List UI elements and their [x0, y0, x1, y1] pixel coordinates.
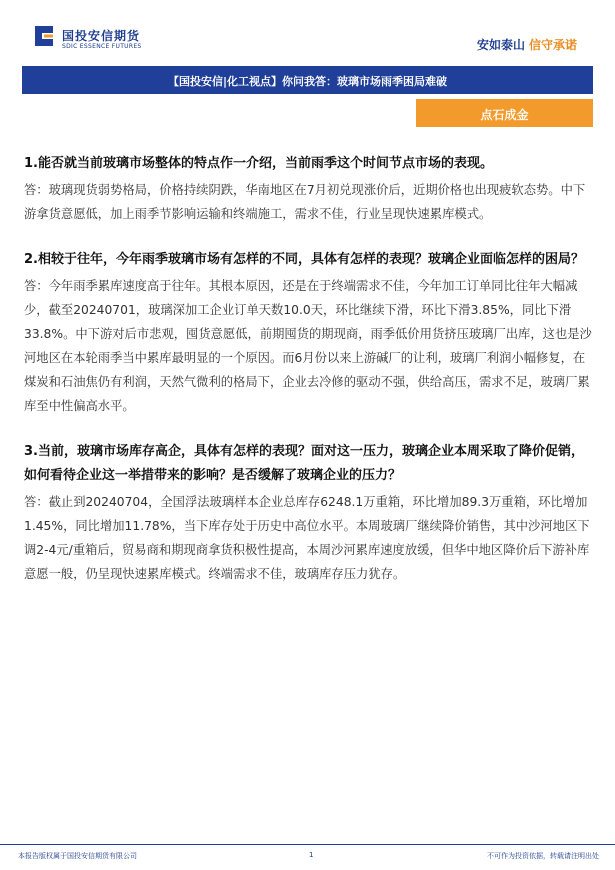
qa-section: [24, 248, 594, 418]
slogan-secondary: 信守承诺: [528, 38, 577, 52]
qa-content: [24, 152, 594, 608]
footer-divider: [0, 844, 615, 845]
footer-copyright: 本报告版权属于国投安信期货有限公司: [18, 852, 137, 860]
qa-section: [24, 440, 594, 586]
page-title: 【国投安信|化工视点】你问我答：玻璃市场雨季困局难破: [167, 75, 448, 88]
question: 1.能否就当前玻璃市场整体的特点作一介绍，当前雨季这个时间节点市场的表现。: [24, 156, 493, 171]
question: 2.相较于往年，今年雨季玻璃市场有怎样的不同，具体有怎样的表现？玻璃企业面临怎样的困局？: [24, 252, 584, 267]
answer: 答：玻璃现货弱势格局，价格持续阴跌，华南地区在7月初兑现涨价后，近期价格也出现疲软态势。中下游拿货意愿低，加上雨季节影响运输和终端施工，需求不佳，行业呈现快速累库模式。: [24, 183, 586, 221]
slogan-primary: 安如泰山: [476, 38, 525, 52]
answer: 答：今年雨季累库速度高于往年。其根本原因，还是在于终端需求不佳，今年加工订单同比往年大幅减少，截至20240701，玻璃深加工企业订单天数10.0天，环比继续下滑，环比下滑3.85%，同比下滑33.8%。中下游对后市悲观，囤货意愿低，前期囤货的期现商，雨季低价用货挤压玻璃厂出库，这也是沙河地区在本轮雨季当中累库最明显的一个原因。而6月份以来上游碱厂的让利，玻璃厂利润小幅修复，在煤炭和石油焦仍有利润，天然气微利的格局下，企业去冷修的驱动不强，供给高压，需求不足，玻璃厂累库至中性偏高水平。: [24, 279, 592, 413]
page-number: 1: [309, 851, 314, 859]
question: 3.当前，玻璃市场库存高企，具体有怎样的表现？面对这一压力，玻璃企业本周采取了降价促销，如何看待企业这一举措带来的影响？是否缓解了玻璃企业的压力？: [24, 444, 584, 483]
footer-disclaimer: 不可作为投资依据，转载请注明出处: [487, 852, 599, 860]
logo-name-cn: 国投安信期货: [62, 29, 141, 43]
logo-name-en: SDIC ESSENCE FUTURES: [62, 43, 142, 50]
page-header: [0, 0, 615, 62]
title-bar: [22, 66, 593, 94]
column-tag: [416, 99, 593, 127]
company-logo-icon: [33, 24, 55, 48]
answer: 答：截止到20240704，全国浮法玻璃样本企业总库存6248.1万重箱，环比增加89.3万重箱，环比增加1.45%，同比增加11.78%，当下库存处于历史中高位水平。本周玻璃厂继续降价销售，其中沙河地区下调2-4元/重箱后，贸易商和期现商拿货积极性提高，本周沙河累库速度放缓，但华中地区降价后下游补库意愿一般，仍呈现快速累库模式。终端需求不佳，玻璃库存压力犹存。: [24, 495, 590, 581]
slogan: [477, 36, 577, 53]
qa-section: [24, 152, 594, 226]
column-tag-label: 点石成金: [480, 108, 529, 122]
